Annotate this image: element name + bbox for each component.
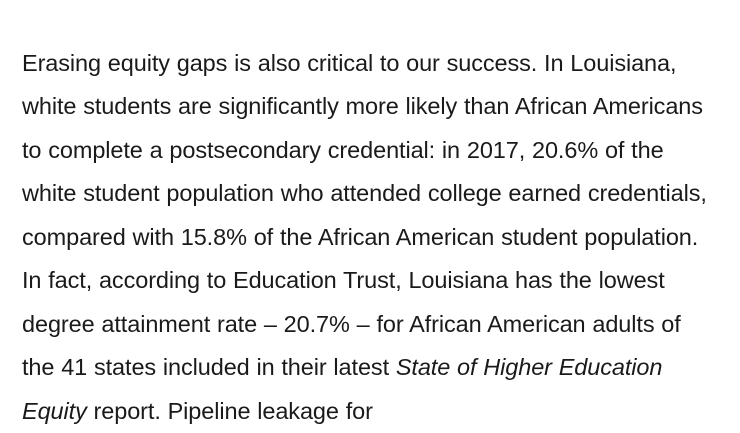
publication-title-italic: State of Higher Education Equity [22,354,662,424]
body-paragraph [22,42,718,433]
paragraph-segment-3: report. Pipeline leakage for [87,398,373,424]
paragraph-segment-1: Erasing equity gaps is also critical to our success. In Louisiana, white students are significantly more likely than African Americans to complete a postsecondary credential: in 2017, 20.6% of the white student population who attended college earned credentials, compared with 15.8% of the African American student population. In fact, according to Education Trust, Louisiana has the lowest degree attainment rate – 20.7% – for African American adults of the 41 states included in their latest [22,50,707,381]
